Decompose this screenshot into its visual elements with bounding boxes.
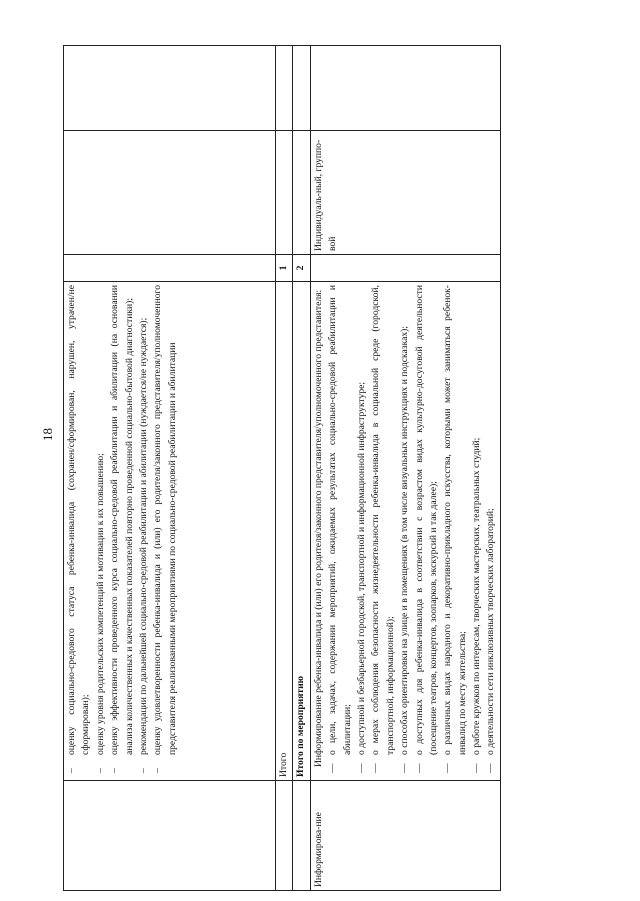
list-item: — о различных видах народного и декоративно-прикладного искусства, которыми может заниматься ребенок-инвалид по месту жительства; bbox=[441, 285, 470, 777]
list-item: – оценку уровня родительских компетенций и мотивации к их повышению; bbox=[94, 285, 108, 777]
grand-total-row-blank bbox=[293, 781, 310, 891]
list-item: — о мерах соблюдения безопасности жизнедеятельности ребенка-инвалида в социальной среде (городской, транспортной, информационной); bbox=[369, 285, 398, 777]
page-number: 18 bbox=[40, 428, 55, 441]
informing-list bbox=[326, 285, 499, 777]
grand-total-row-blank bbox=[293, 46, 310, 131]
list-item: — о деятельности сети инклюзивных творческих лабораторий; bbox=[484, 285, 498, 777]
activity-content-cell bbox=[64, 282, 276, 781]
activity-name-cell-empty bbox=[64, 781, 276, 891]
total-row bbox=[276, 46, 293, 891]
count-cell-empty bbox=[64, 255, 276, 282]
list-item: – оценку удовлетворенности ребенка-инвалида и (или) его родителя/законного представителя/уполномоченного представителя реализованными мероприятиями по социально-средовой реабилитации и абилитации bbox=[151, 285, 180, 777]
list-item: — о работе кружков по интересам, творческих мастерских, театральных студий; bbox=[470, 285, 484, 777]
total-row-blank bbox=[276, 131, 293, 255]
list-item: — о способах ориентировки на улице и в помещениях (в том числе визуальных инструкциях и подсказках); bbox=[398, 285, 412, 777]
total-row-blank bbox=[276, 46, 293, 131]
table-row bbox=[310, 46, 500, 891]
list-item: – оценку эффективности проведенного курса социально-средовой реабилитации и абилитации (на основании анализа количественных и качественных показателей повторно проведенной социально-бытовой диагностики); bbox=[108, 285, 137, 777]
extra-cell-empty bbox=[310, 46, 500, 131]
list-item: – рекомендации по дальнейшей социально-средовой реабилитации и абилитации (нуждается/не нуждается); bbox=[137, 285, 151, 777]
extra-cell-empty bbox=[64, 46, 276, 131]
list-item: — о доступной и безбарьерной городской, транспортной и информационной инфраструктуре; bbox=[355, 285, 369, 777]
informing-intro: Информирование ребенка-инвалида и (или) его родителя/законного представителя/уполномоченного представителя: bbox=[312, 289, 324, 767]
list-item: – оценку социально-средового статуса ребенка-инвалида (сохранен/сформирован, нарушен, утрачен/не сформирован); bbox=[65, 285, 94, 777]
form-cell-empty bbox=[64, 131, 276, 255]
total-row-blank bbox=[276, 781, 293, 891]
grand-total-value: 2 bbox=[293, 255, 310, 282]
list-item: — о цели, задачах, содержании мероприятий, ожидаемых результатах социально-средовой реабилитации и абилитации; bbox=[326, 285, 355, 777]
rotated-table-sheet bbox=[63, 51, 509, 891]
list-item: — о доступных для ребенка-инвалида в соответствии с возрастом видах культурно-досуговой деятельности (посещение театров, концертов, зоопарков, экскурсий и так далее); bbox=[413, 285, 442, 777]
grand-total-label: Итого по мероприятию bbox=[293, 282, 310, 781]
grand-total-row bbox=[293, 46, 310, 891]
table-row bbox=[64, 46, 276, 891]
count-cell-empty bbox=[310, 255, 500, 282]
activity-name: Информирова-ние bbox=[310, 781, 500, 891]
total-label: Итого bbox=[276, 282, 293, 781]
informing-content-cell bbox=[310, 282, 500, 781]
rehabilitation-table bbox=[63, 45, 501, 891]
grand-total-row-blank bbox=[293, 131, 310, 255]
form-cell: Индивидуаль-ный, группо-вой bbox=[310, 131, 500, 255]
total-value: 1 bbox=[276, 255, 293, 282]
assessment-list bbox=[65, 285, 180, 777]
